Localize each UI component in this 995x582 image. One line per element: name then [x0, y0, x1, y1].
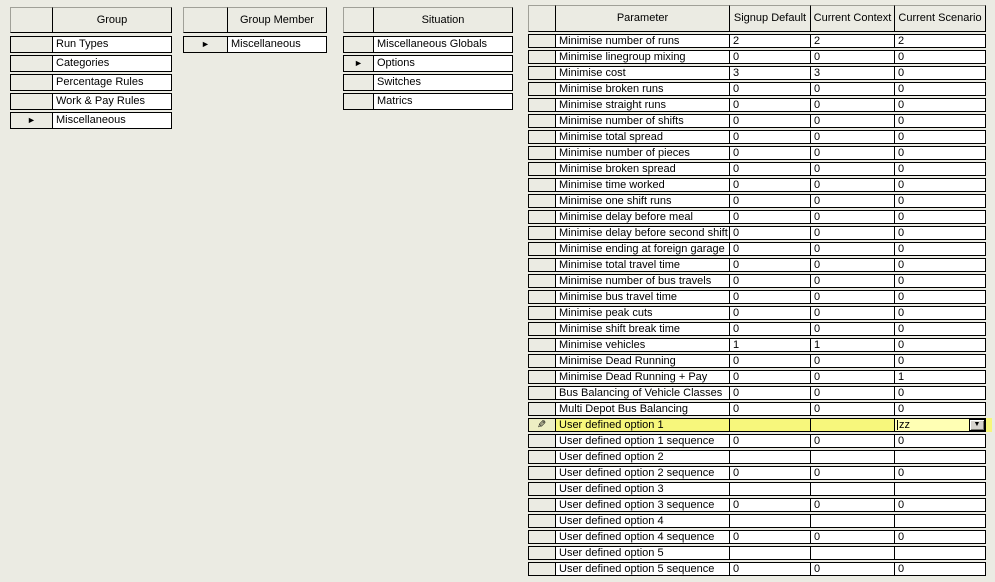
row-selector[interactable] — [528, 514, 556, 528]
group-row — [10, 112, 172, 129]
signup-default-cell[interactable]: 0 — [729, 226, 811, 240]
current-scenario-cell[interactable] — [894, 514, 986, 528]
parameter-row — [528, 226, 992, 240]
current-scenario-cell[interactable]: 0 — [894, 194, 986, 208]
parameter-row — [528, 418, 992, 432]
current-context-cell[interactable]: 0 — [810, 50, 895, 64]
parameter-name-cell[interactable]: User defined option 2 sequence — [555, 466, 730, 480]
parameter-row — [528, 114, 992, 128]
signup-default-cell[interactable]: 0 — [729, 370, 811, 384]
parameter-row — [528, 322, 992, 336]
group-row-label[interactable]: Miscellaneous — [52, 112, 172, 129]
current-context-cell[interactable]: 0 — [810, 194, 895, 208]
current-context-cell[interactable] — [810, 418, 895, 432]
situation-title: Situation — [373, 7, 513, 33]
parameter-name-cell[interactable]: Minimise ending at foreign garage — [555, 242, 730, 256]
situation-row — [343, 93, 513, 110]
current-context-cell[interactable] — [810, 514, 895, 528]
signup-default-cell[interactable]: 0 — [729, 98, 811, 112]
current-scenario-cell[interactable]: 0 — [894, 322, 986, 336]
row-selector[interactable] — [528, 466, 556, 480]
parameter-name-cell[interactable]: Minimise total spread — [555, 130, 730, 144]
group-row — [10, 55, 172, 72]
signup-default-cell[interactable]: 0 — [729, 434, 811, 448]
parameter-row — [528, 210, 992, 224]
row-selector[interactable] — [528, 338, 556, 352]
current-context-cell[interactable]: 0 — [810, 146, 895, 160]
scenario-combobox[interactable] — [894, 418, 986, 432]
signup-default-cell[interactable]: 0 — [729, 386, 811, 400]
combobox-text[interactable]: zz — [899, 419, 910, 431]
parameter-row — [528, 354, 992, 368]
current-context-cell[interactable]: 0 — [810, 130, 895, 144]
current-context-cell[interactable]: 0 — [810, 258, 895, 272]
edit-pencil-icon: ✎ — [537, 419, 547, 431]
current-scenario-cell[interactable]: 0 — [894, 498, 986, 512]
signup-default-cell[interactable]: 0 — [729, 466, 811, 480]
parameter-row — [528, 514, 992, 528]
parameter-name-cell[interactable]: Minimise vehicles — [555, 338, 730, 352]
row-selector[interactable] — [528, 242, 556, 256]
row-selector[interactable] — [528, 306, 556, 320]
current-scenario-cell[interactable] — [894, 546, 986, 560]
group-row — [10, 74, 172, 91]
current-scenario-cell[interactable]: 0 — [894, 562, 986, 576]
current-context-cell[interactable]: 0 — [810, 162, 895, 176]
parameter-row — [528, 338, 992, 352]
current-context-cell[interactable]: 2 — [810, 34, 895, 48]
signup-default-cell[interactable]: 0 — [729, 290, 811, 304]
parameter-name-cell[interactable]: Minimise number of bus travels — [555, 274, 730, 288]
parameter-name-cell[interactable]: Minimise broken spread — [555, 162, 730, 176]
row-selector[interactable] — [528, 178, 556, 192]
current-row-arrow-icon: ► — [27, 115, 36, 125]
row-selector[interactable] — [528, 162, 556, 176]
row-selector[interactable] — [183, 36, 228, 53]
current-scenario-cell[interactable]: 0 — [894, 242, 986, 256]
signup-default-cell[interactable]: 0 — [729, 194, 811, 208]
signup-default-cell[interactable]: 2 — [729, 34, 811, 48]
parameter-row — [528, 482, 992, 496]
group-member-table-header — [183, 7, 327, 33]
parameter-row — [528, 546, 992, 560]
current-scenario-cell[interactable] — [894, 450, 986, 464]
parameter-name-cell[interactable]: Minimise Dead Running — [555, 354, 730, 368]
current-scenario-cell[interactable]: 0 — [894, 146, 986, 160]
parameter-row — [528, 242, 992, 256]
parameter-name-cell[interactable]: Multi Depot Bus Balancing — [555, 402, 730, 416]
parameter-name-cell[interactable]: User defined option 4 — [555, 514, 730, 528]
parameter-row — [528, 370, 992, 384]
current-scenario-cell[interactable]: 0 — [894, 50, 986, 64]
parameter-row — [528, 386, 992, 400]
signup-default-cell[interactable]: 0 — [729, 82, 811, 96]
group-table-header — [10, 7, 172, 33]
signup-default-cell[interactable]: 0 — [729, 498, 811, 512]
current-scenario-cell[interactable]: 0 — [894, 466, 986, 480]
row-selector[interactable] — [528, 130, 556, 144]
signup-default-cell[interactable] — [729, 450, 811, 464]
parameter-name-cell[interactable]: User defined option 1 sequence — [555, 434, 730, 448]
parameter-name-cell[interactable]: User defined option 4 sequence — [555, 530, 730, 544]
current-scenario-cell[interactable]: 0 — [894, 530, 986, 544]
signup-default-cell[interactable]: 1 — [729, 338, 811, 352]
group-row — [10, 93, 172, 110]
situation-row-label[interactable]: Switches — [373, 74, 513, 91]
group-member-row — [183, 36, 327, 53]
row-selector[interactable] — [528, 402, 556, 416]
signup-default-cell[interactable]: 0 — [729, 354, 811, 368]
parameter-name-cell[interactable]: User defined option 3 — [555, 482, 730, 496]
parameter-row — [528, 258, 992, 272]
row-selector[interactable] — [528, 562, 556, 576]
current-scenario-cell[interactable]: 0 — [894, 258, 986, 272]
signup-default-cell[interactable]: 0 — [729, 242, 811, 256]
situation-row — [343, 55, 513, 72]
group-selector-header — [10, 7, 53, 33]
current-context-cell[interactable]: 0 — [810, 242, 895, 256]
row-selector[interactable] — [528, 274, 556, 288]
row-selector[interactable] — [528, 50, 556, 64]
current-scenario-cell[interactable]: 0 — [894, 98, 986, 112]
group-member-title: Group Member — [227, 7, 327, 33]
row-selector[interactable] — [343, 74, 374, 91]
parameters-selector-header — [528, 5, 556, 32]
current-context-cell[interactable] — [810, 546, 895, 560]
group-member-row-label[interactable]: Miscellaneous — [227, 36, 327, 53]
group-row — [10, 36, 172, 53]
parameter-name-cell[interactable]: Minimise number of runs — [555, 34, 730, 48]
parameter-row — [528, 498, 992, 512]
group-table — [10, 7, 172, 129]
parameter-name-cell[interactable]: User defined option 5 — [555, 546, 730, 560]
signup-default-cell[interactable]: 0 — [729, 210, 811, 224]
current-context-column-header: Current Context — [810, 5, 895, 32]
signup-default-cell[interactable]: 0 — [729, 178, 811, 192]
row-selector[interactable] — [528, 226, 556, 240]
combobox-dropdown-button[interactable]: ▼ — [969, 419, 985, 431]
row-selector[interactable] — [10, 112, 53, 129]
row-selector[interactable] — [528, 322, 556, 336]
parameter-name-cell[interactable]: Minimise shift break time — [555, 322, 730, 336]
parameter-name-cell[interactable]: Minimise time worked — [555, 178, 730, 192]
parameter-name-cell[interactable]: Minimise peak cuts — [555, 306, 730, 320]
parameter-column-header: Parameter — [555, 5, 730, 32]
parameter-name-cell[interactable]: Minimise one shift runs — [555, 194, 730, 208]
current-context-cell[interactable]: 0 — [810, 114, 895, 128]
current-scenario-cell[interactable]: 0 — [894, 290, 986, 304]
row-selector[interactable] — [528, 34, 556, 48]
parameter-name-cell[interactable]: Minimise linegroup mixing — [555, 50, 730, 64]
row-selector[interactable] — [528, 114, 556, 128]
row-selector[interactable] — [528, 418, 556, 432]
current-scenario-cell[interactable]: 0 — [894, 386, 986, 400]
current-scenario-column-header: Current Scenario — [894, 5, 986, 32]
signup-default-cell[interactable]: 0 — [729, 114, 811, 128]
current-context-cell[interactable]: 0 — [810, 402, 895, 416]
current-context-cell[interactable]: 0 — [810, 226, 895, 240]
parameter-row — [528, 530, 992, 544]
parameter-row — [528, 50, 992, 64]
current-context-cell[interactable]: 0 — [810, 498, 895, 512]
parameter-row — [528, 162, 992, 176]
highlight-overflow — [986, 418, 992, 432]
situation-table — [343, 7, 513, 110]
signup-default-cell[interactable] — [729, 418, 811, 432]
parameter-row — [528, 98, 992, 112]
parameter-name-cell[interactable]: Minimise number of shifts — [555, 114, 730, 128]
row-selector[interactable] — [528, 530, 556, 544]
group-title: Group — [52, 7, 172, 33]
row-selector[interactable] — [10, 36, 53, 53]
current-context-cell[interactable]: 0 — [810, 306, 895, 320]
row-selector[interactable] — [528, 498, 556, 512]
current-context-cell[interactable]: 0 — [810, 530, 895, 544]
signup-default-cell[interactable] — [729, 514, 811, 528]
row-selector[interactable] — [528, 146, 556, 160]
parameter-row — [528, 34, 992, 48]
current-scenario-cell[interactable]: 0 — [894, 274, 986, 288]
current-scenario-cell[interactable]: 0 — [894, 354, 986, 368]
parameter-name-cell[interactable]: Minimise broken runs — [555, 82, 730, 96]
parameter-row — [528, 66, 992, 80]
row-selector[interactable] — [528, 450, 556, 464]
signup-default-cell[interactable]: 0 — [729, 322, 811, 336]
current-scenario-cell[interactable]: 0 — [894, 226, 986, 240]
current-scenario-cell[interactable]: 0 — [894, 178, 986, 192]
parameter-row — [528, 274, 992, 288]
row-selector[interactable] — [528, 370, 556, 384]
parameter-row — [528, 434, 992, 448]
group-row-label[interactable]: Categories — [52, 55, 172, 72]
current-context-cell[interactable]: 0 — [810, 386, 895, 400]
signup-default-cell[interactable]: 0 — [729, 402, 811, 416]
current-context-cell[interactable]: 0 — [810, 290, 895, 304]
current-context-cell[interactable]: 0 — [810, 562, 895, 576]
signup-default-cell[interactable]: 0 — [729, 562, 811, 576]
parameter-row — [528, 402, 992, 416]
current-scenario-cell[interactable]: 2 — [894, 34, 986, 48]
current-row-arrow-icon: ► — [201, 39, 210, 49]
current-scenario-cell[interactable]: 0 — [894, 114, 986, 128]
parameter-name-cell[interactable]: Minimise bus travel time — [555, 290, 730, 304]
current-context-cell[interactable]: 1 — [810, 338, 895, 352]
signup-default-cell[interactable]: 0 — [729, 530, 811, 544]
current-context-cell[interactable] — [810, 482, 895, 496]
parameter-name-cell[interactable]: User defined option 5 sequence — [555, 562, 730, 576]
situation-row-label[interactable]: Options — [373, 55, 513, 72]
current-context-cell[interactable]: 0 — [810, 434, 895, 448]
row-selector[interactable] — [528, 82, 556, 96]
row-selector[interactable] — [528, 194, 556, 208]
signup-default-cell[interactable]: 0 — [729, 50, 811, 64]
group-row-label[interactable]: Percentage Rules — [52, 74, 172, 91]
parameters-table-header — [528, 5, 992, 32]
signup-default-cell[interactable]: 0 — [729, 306, 811, 320]
row-selector[interactable] — [10, 93, 53, 110]
group-row-label[interactable]: Work & Pay Rules — [52, 93, 172, 110]
current-scenario-cell[interactable]: 0 — [894, 162, 986, 176]
situation-selector-header — [343, 7, 374, 33]
parameter-row — [528, 178, 992, 192]
group-member-selector-header — [183, 7, 228, 33]
current-context-cell[interactable] — [810, 450, 895, 464]
signup-default-cell[interactable]: 0 — [729, 130, 811, 144]
current-scenario-cell[interactable]: 0 — [894, 338, 986, 352]
row-selector[interactable] — [343, 36, 374, 53]
parameter-row — [528, 290, 992, 304]
row-selector[interactable] — [528, 66, 556, 80]
parameter-name-cell[interactable]: Minimise delay before meal — [555, 210, 730, 224]
signup-default-cell[interactable]: 3 — [729, 66, 811, 80]
parameter-name-cell[interactable]: User defined option 1 — [555, 418, 730, 432]
situation-row-label[interactable]: Matrics — [373, 93, 513, 110]
parameters-table — [528, 5, 992, 576]
current-context-cell[interactable]: 0 — [810, 98, 895, 112]
current-scenario-cell[interactable]: 0 — [894, 402, 986, 416]
row-selector[interactable] — [528, 482, 556, 496]
parameter-row — [528, 466, 992, 480]
current-scenario-cell[interactable] — [894, 482, 986, 496]
current-context-cell[interactable]: 0 — [810, 210, 895, 224]
parameter-row — [528, 130, 992, 144]
current-context-cell[interactable]: 0 — [810, 178, 895, 192]
parameter-name-cell[interactable]: Minimise number of pieces — [555, 146, 730, 160]
current-context-cell[interactable]: 0 — [810, 274, 895, 288]
signup-default-cell[interactable]: 0 — [729, 274, 811, 288]
parameter-name-cell[interactable]: Minimise Dead Running + Pay — [555, 370, 730, 384]
parameter-name-cell[interactable]: Minimise straight runs — [555, 98, 730, 112]
current-context-cell[interactable]: 0 — [810, 82, 895, 96]
parameter-row — [528, 450, 992, 464]
row-selector[interactable] — [528, 258, 556, 272]
signup-default-cell[interactable]: 0 — [729, 258, 811, 272]
signup-default-cell[interactable]: 0 — [729, 162, 811, 176]
current-context-cell[interactable]: 3 — [810, 66, 895, 80]
current-row-arrow-icon: ► — [354, 58, 363, 68]
parameter-row — [528, 306, 992, 320]
row-selector[interactable] — [528, 546, 556, 560]
text-caret — [897, 420, 898, 430]
current-context-cell[interactable]: 0 — [810, 466, 895, 480]
row-selector[interactable] — [528, 210, 556, 224]
group-member-table — [183, 7, 327, 53]
signup-default-column-header: Signup Default — [729, 5, 811, 32]
parameter-row — [528, 562, 992, 576]
current-scenario-cell[interactable]: 0 — [894, 434, 986, 448]
situation-table-header — [343, 7, 513, 33]
row-selector[interactable] — [528, 434, 556, 448]
row-selector[interactable] — [528, 354, 556, 368]
parameter-name-cell[interactable]: Minimise cost — [555, 66, 730, 80]
situation-row-label[interactable]: Miscellaneous Globals — [373, 36, 513, 53]
parameter-name-cell[interactable]: Minimise delay before second shift — [555, 226, 730, 240]
parameter-name-cell[interactable]: Minimise total travel time — [555, 258, 730, 272]
current-scenario-cell[interactable]: 0 — [894, 306, 986, 320]
current-scenario-cell[interactable]: 0 — [894, 82, 986, 96]
signup-default-cell[interactable] — [729, 482, 811, 496]
row-selector[interactable] — [10, 55, 53, 72]
row-selector[interactable] — [528, 386, 556, 400]
parameter-name-cell[interactable]: User defined option 3 sequence — [555, 498, 730, 512]
situation-row — [343, 36, 513, 53]
current-context-cell[interactable]: 0 — [810, 354, 895, 368]
parameter-row — [528, 82, 992, 96]
parameter-name-cell[interactable]: Bus Balancing of Vehicle Classes — [555, 386, 730, 400]
row-selector[interactable] — [10, 74, 53, 91]
current-scenario-cell[interactable]: 0 — [894, 66, 986, 80]
signup-default-cell[interactable] — [729, 546, 811, 560]
parameter-name-cell[interactable]: User defined option 2 — [555, 450, 730, 464]
current-scenario-cell[interactable]: 0 — [894, 210, 986, 224]
row-selector[interactable] — [343, 93, 374, 110]
row-selector[interactable] — [528, 98, 556, 112]
group-row-label[interactable]: Run Types — [52, 36, 172, 53]
signup-default-cell[interactable]: 0 — [729, 146, 811, 160]
current-context-cell[interactable]: 0 — [810, 370, 895, 384]
situation-row — [343, 74, 513, 91]
parameter-row — [528, 146, 992, 160]
parameter-row — [528, 194, 992, 208]
row-selector[interactable] — [528, 290, 556, 304]
row-selector[interactable] — [343, 55, 374, 72]
current-scenario-cell[interactable]: 0 — [894, 130, 986, 144]
current-context-cell[interactable]: 0 — [810, 322, 895, 336]
current-scenario-cell[interactable]: 1 — [894, 370, 986, 384]
